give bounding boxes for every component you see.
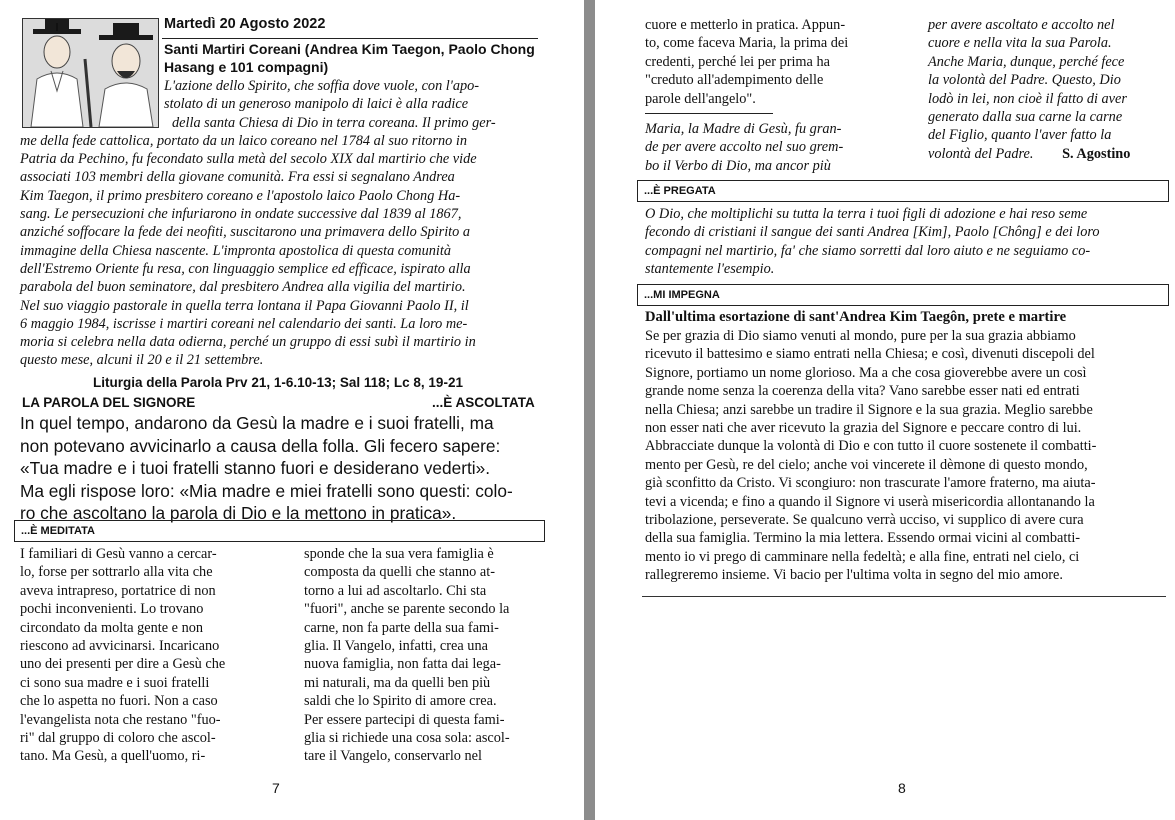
intro-line: Kim Taegon, il primo presbitero coreano e l'apostolo laico Paolo Chong Ha- xyxy=(20,187,461,204)
meditation-line: nuova famiglia, non fatta dai lega- xyxy=(304,656,501,673)
prayer-line: O Dio, che moltiplichi su tutta la terra i tuoi figli di adozione e hai reso seme xyxy=(645,206,1088,222)
gospel-line: «Tua madre e i tuoi fratelli stanno fuori e desiderano vederti». xyxy=(20,458,491,478)
text-line: credenti, perché lei per prima ha xyxy=(645,53,830,70)
meditation-line: tano. Ma Gesù, a quell'uomo, ri- xyxy=(20,748,206,765)
meditation-line: uno dei presenti per dire a Gesù che xyxy=(20,656,226,673)
prayed-section-box xyxy=(637,180,1169,202)
page-number: 8 xyxy=(898,780,906,796)
letter-line: tribolazione, perseverate. Se qualcuno verrà ucciso, vi supplico di avere cura xyxy=(645,512,1084,529)
gospel-line: Ma egli rispose loro: «Mia madre e miei fratelli sono questi: colo- xyxy=(20,480,513,501)
meditation-line: glia. Il Vangelo, infatti, crea una xyxy=(304,638,488,655)
intro-line: dell'Estremo Oriente fu resa, con linguaggio semplice ed efficace, ispirato alla xyxy=(20,260,471,277)
meditation-line: tare il Vangelo, conservarlo nel xyxy=(304,748,482,765)
prayer-text xyxy=(645,205,1165,279)
quote-line: Anche Maria, dunque, perché fece xyxy=(928,53,1125,70)
intro-line: questo mese, alcuni il 20 e il 21 settembre. xyxy=(20,352,264,369)
header-divider xyxy=(162,38,538,39)
meditation-line: "fuori", anche se parente secondo la xyxy=(304,601,510,618)
intro-line: Nel suo viaggio pastorale in quella terra lontana il Papa Giovanni Paolo II, il xyxy=(20,297,469,314)
meditation-line: che lo aspetta no fuori. Non a caso xyxy=(20,693,218,710)
intro-line: me della fede cattolica, portato da un laico coreano nel 1784 al suo ritorno in xyxy=(20,132,467,149)
letter-text xyxy=(645,327,1165,585)
meditation-line: lo, forse per sottrarlo alla vita che xyxy=(20,564,213,581)
intro-line: 6 maggio 1984, iscrisse i martiri coreani nel calendario dei santi. La loro me- xyxy=(20,315,468,332)
text-line: "creduto all'adempimento delle xyxy=(645,72,824,89)
text-line: to, come faceva Maria, la prima dei xyxy=(645,35,849,52)
quote-line: Maria, la Madre di Gesù, fu gran- xyxy=(645,121,842,137)
meditation-line: riescono ad avvicinarsi. Incaricano xyxy=(20,638,220,655)
quote-last-line xyxy=(928,145,1160,163)
meditation-line: Per essere partecipi di questa fami- xyxy=(304,711,505,728)
gospel-line: In quel tempo, andarono da Gesù la madre e i suoi fratelli, ma xyxy=(20,413,494,433)
letter-line: già sconfitto da Cristo. Vi scongiuro: non trascurate l'amore fraterno, ma aiuta- xyxy=(645,475,1096,492)
meditation-line: sponde che la sua vera famiglia è xyxy=(304,546,494,562)
prayed-label: ...È PREGATA xyxy=(644,185,716,197)
letter-line: Signore, portiamo un nome glorioso. Ma a che cosa gioverebbe avere un così xyxy=(645,364,1087,381)
quote-line: generato dalla sua carne la carne xyxy=(928,109,1123,126)
meditation-line: pochi inconvenienti. Lo trovano xyxy=(20,601,204,618)
augustine-quote-part-1 xyxy=(645,120,877,175)
letter-line: rallegreremo insieme. Vi bacio per l'ultima volta in segno del mio amore. xyxy=(645,567,1063,584)
meditation-column-1 xyxy=(20,545,255,766)
meditation-line: ri" dal gruppo di coloro che ascol- xyxy=(20,730,216,747)
meditation-line: l'evangelista nota che restano "fuo- xyxy=(20,711,221,728)
intro-line: della santa Chiesa di Dio in terra coreana. Il primo ger- xyxy=(172,114,496,131)
page-gutter xyxy=(584,0,595,820)
intro-paragraph xyxy=(20,77,536,370)
meditated-section-box xyxy=(14,520,545,542)
intro-line: anziché soffocare la fede dei neofiti, suscitarono una primavera dello Spirito a xyxy=(20,224,471,241)
letter-line: non esser nati che aver ricevuto la grazia del Signore e peccare contro di lui. xyxy=(645,420,1082,437)
liturgy-reference: Liturgia della Parola Prv 21, 1-6.10-13; Sal 118; Lc 8, 19-21 xyxy=(93,375,463,390)
intro-line: Patria da Pechino, fu fecondato sulla metà del secolo XIX dal martirio che vide xyxy=(20,151,477,168)
meditation-line: mi naturali, ma da quelli ben più xyxy=(304,674,491,691)
prayer-line: compagni nel martirio, fa' che siamo sorretti dal loro aiuto e ne seguiamo co- xyxy=(645,242,1091,259)
word-of-lord-label: LA PAROLA DEL SIGNORE xyxy=(22,395,196,410)
text-line: parole dell'angelo". xyxy=(645,90,756,107)
right-column-1 xyxy=(645,16,877,108)
date-heading: Martedì 20 Agosto 2022 xyxy=(164,16,326,32)
quote-signature: S. Agostino xyxy=(1062,145,1131,162)
quote-line: per avere ascoltato e accolto nel xyxy=(928,17,1115,33)
text-line: cuore e metterlo in pratica. Appun- xyxy=(645,17,846,33)
letter-line: grande nome senza la coerenza della vita? Vano sarebbe esser nati ed entrati xyxy=(645,383,1080,400)
meditation-line: glia si richiede una cosa sola: ascol- xyxy=(304,730,510,747)
letter-title: Dall'ultima esortazione di sant'Andrea Kim Taegôn, prete e martire xyxy=(645,309,1067,325)
left-page xyxy=(0,0,584,820)
quote-line: de per avere accolto nel suo grem- xyxy=(645,139,844,156)
meditation-line: aveva intrapreso, portatrice di non xyxy=(20,582,216,599)
intro-line: associati 103 membri della giovane comunità. Fra essi si segnalano Andrea xyxy=(20,169,455,186)
letter-line: mento per Gesù, re del cielo; anche voi vincerete il dèmone di questo mondo, xyxy=(645,456,1088,473)
intro-line: stolato di un generoso manipolo di laici è alla radice xyxy=(164,96,469,113)
prayer-line: fecondo di cristiani il sangue dei santi Andrea [Kim], Paolo [Chông] e dei loro xyxy=(645,224,1100,241)
quote-line: la volontà del Padre. Questo, Dio xyxy=(928,72,1121,89)
letter-line: mento io vi prego di camminare nella fedeltà; e alla fine, entrati nel cielo, ci xyxy=(645,548,1080,565)
letter-line: nella Chiesa; anzi sarebbe un tradire il Signore e la sua grazia. Meglio sarebbe xyxy=(645,401,1093,418)
meditation-line: ci sono sua madre e i suoi fratelli xyxy=(20,674,210,691)
letter-line: ricevuto il battesimo e siamo entrati nella Chiesa; e così, divenuti discepoli del xyxy=(645,346,1095,363)
prayer-line: stantemente l'esempio. xyxy=(645,261,775,278)
quote-line: del Figlio, quanto l'aver fatto la xyxy=(928,127,1112,144)
meditation-line: circondato da molta gente e non xyxy=(20,619,204,636)
meditation-line: I familiari di Gesù vanno a cercar- xyxy=(20,546,217,562)
saints-title: Santi Martiri Coreani (Andrea Kim Taegon, Paolo Chong Hasang e 101 compagni) xyxy=(164,41,535,75)
commitment-label: ...MI IMPEGNA xyxy=(644,289,720,301)
intro-line: sang. Le persecuzioni che infuriarono in ondate successive dal 1839 al 1867, xyxy=(20,206,462,223)
quote-line: lodò in lei, non cioè il fatto di aver xyxy=(928,90,1127,107)
intro-line: parabola del buon seminatore, dal presbitero Andrea alla vigilia del martirio. xyxy=(20,279,466,296)
meditation-line: torno a lui ad ascoltarlo. Chi sta xyxy=(304,582,487,599)
gospel-line: non potevano avvicinarlo a causa della folla. Gli fecero sapere: xyxy=(20,435,501,456)
letter-line: Abbracciate dunque la volontà di Dio e con tutto il cuore sostenete il combatti- xyxy=(645,438,1097,455)
intro-line: immagine della Chiesa nascente. L'impronta apostolica di questa comunità xyxy=(20,242,452,259)
quote-line: bo il Verbo di Dio, ma ancor più xyxy=(645,157,831,174)
intro-line: moria si celebra nella data odierna, perché un gruppo di essi subì il martirio in xyxy=(20,334,476,351)
letter-line: della sua famiglia. Termino la mia lettera. Essendo ormai vicini al combatti- xyxy=(645,530,1081,547)
intro-line: L'azione dello Spirito, che soffia dove vuole, con l'apo- xyxy=(164,78,480,94)
meditation-line: saldi che lo Spirito di amore crea. xyxy=(304,693,497,710)
bottom-divider xyxy=(642,596,1166,597)
gospel-line: ro che ascoltano la parola di Dio e la mettono in pratica». xyxy=(20,503,457,523)
letter-line: tevi a vicenda; e fino a quando il Signore vi userà misericordia allontanando la xyxy=(645,493,1095,510)
commitment-section-box xyxy=(637,284,1169,306)
augustine-quote-part-2 xyxy=(928,16,1160,163)
quote-separator xyxy=(645,113,773,114)
meditated-label: ...È MEDITATA xyxy=(21,525,95,537)
meditation-column-2 xyxy=(304,545,537,766)
quote-line: cuore e nella vita la sua Parola. xyxy=(928,35,1112,52)
gospel-text xyxy=(20,412,538,525)
letter-line: Se per grazia di Dio siamo venuti al mondo, pure per la sua grazia abbiamo xyxy=(645,328,1076,344)
quote-line: volontà del Padre. xyxy=(928,145,1034,162)
meditation-line: carne, non fa parte della sua fami- xyxy=(304,619,499,636)
listened-label: ...È ASCOLTATA xyxy=(432,395,535,410)
meditation-line: composta da quelli che stanno at- xyxy=(304,564,495,581)
page-number: 7 xyxy=(272,780,280,796)
